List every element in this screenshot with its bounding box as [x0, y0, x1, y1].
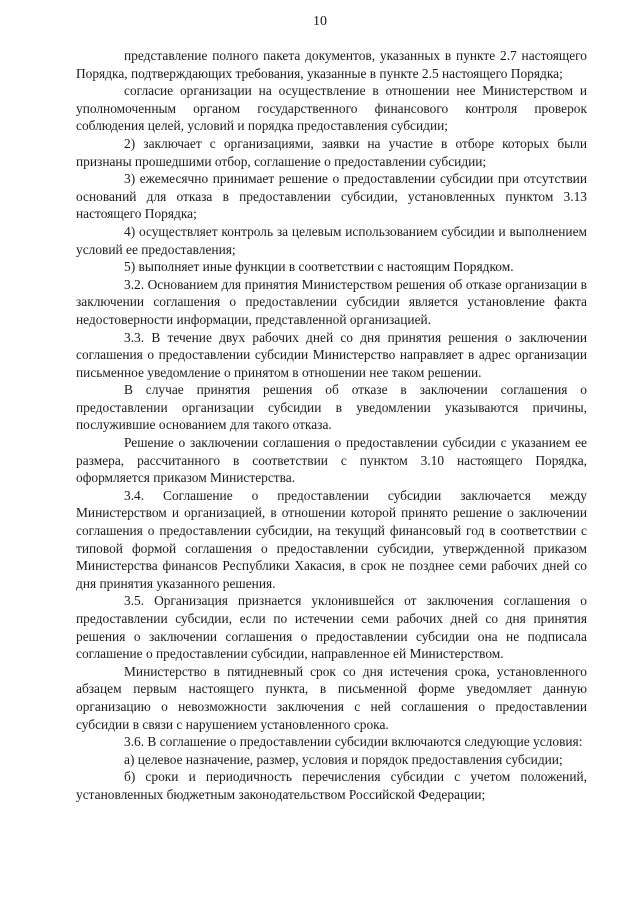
- paragraph: б) сроки и периодичность перечисления субсидии с учетом положений, установленных бюджетным законодательством Российской Федерации;: [76, 769, 587, 802]
- paragraph: 2) заключает с организациями, заявки на участие в отборе которых были признаны прошедшими отбор, соглашение о предоставлении субсидии;: [76, 135, 587, 169]
- paragraph: В случае принятия решения об отказе в заключении соглашения о предоставлении организации субсидии в уведомлении указываются причины, послужившие основанием для такого отказа.: [76, 382, 587, 433]
- paragraph: 3) ежемесячно принимает решение о предоставлении субсидии при отсутствии оснований для отказа в предоставлении субсидии, установленных пунктом 3.13 настоящего Порядка;: [76, 171, 587, 222]
- paragraph: 4) осуществляет контроль за целевым использованием субсидии и выполнением условий ее предоставления;: [76, 223, 587, 257]
- page-number: 10: [313, 14, 327, 29]
- paragraph: 3.6. В соглашение о предоставлении субсидии включаются следующие условия:: [124, 734, 583, 750]
- paragraph: согласие организации на осуществление в отношении нее Министерством и уполномоченным органом государственного финансового контроля проверок соблюдения целей, условий и порядка предоставления субсидии;: [76, 83, 587, 134]
- paragraph: 3.2. Основанием для принятия Министерством решения об отказе организации в заключении соглашения о предоставлении субсидии является установление факта недостоверности информации, представленной организацией.: [76, 276, 587, 327]
- paragraph: представление полного пакета документов, указанных в пункте 2.7 настоящего Порядка, подтверждающих требования, указанные в пункте 2.5 настоящего Порядка;: [76, 48, 587, 81]
- paragraph: 5) выполняет иные функции в соответствии с настоящим Порядком.: [124, 259, 514, 275]
- paragraph: Решение о заключении соглашения о предоставлении субсидии с указанием ее размера, рассчитанного в соответствии с пунктом 3.10 настоящего Порядка, оформляется приказом Министерства.: [76, 435, 587, 486]
- paragraph: Министерство в пятидневный срок со дня истечения срока, установленного абзацем первым настоящего пункта, в письменной форме уведомляет данную организацию о невозможности заключения с ней соглашения о предоставлении субсидии в связи с нарушением установленного срока.: [76, 663, 587, 732]
- paragraph: 3.3. В течение двух рабочих дней со дня принятия решения о заключении соглашения о предоставлении субсидии Министерство направляет в адрес организации письменное уведомление о принятом в отношении нее таком решении.: [76, 329, 587, 380]
- paragraph: 3.4. Соглашение о предоставлении субсидии заключается между Министерством и организацией, в отношении которой принято решение о заключении соглашения о предоставлении субсидии, на текущий финансовый год в соответствии с типовой формой соглашения о предоставлении субсидии, утвержденной приказом Министерства финансов Республики Хакасия, в срок не позднее семи рабочих дней со дня принятия указанного решения.: [76, 487, 587, 591]
- paragraph: 3.5. Организация признается уклонившейся от заключения соглашения о предоставлении субсидии, если по истечении семи рабочих дней со дня принятия решения о заключении соглашения о предоставлении субсидии она не подписала соглашение о предоставлении субсидии, направленное ей Министерством.: [76, 593, 587, 662]
- document-body: [76, 47, 587, 804]
- paragraph: а) целевое назначение, размер, условия и порядок предоставления субсидии;: [124, 751, 563, 767]
